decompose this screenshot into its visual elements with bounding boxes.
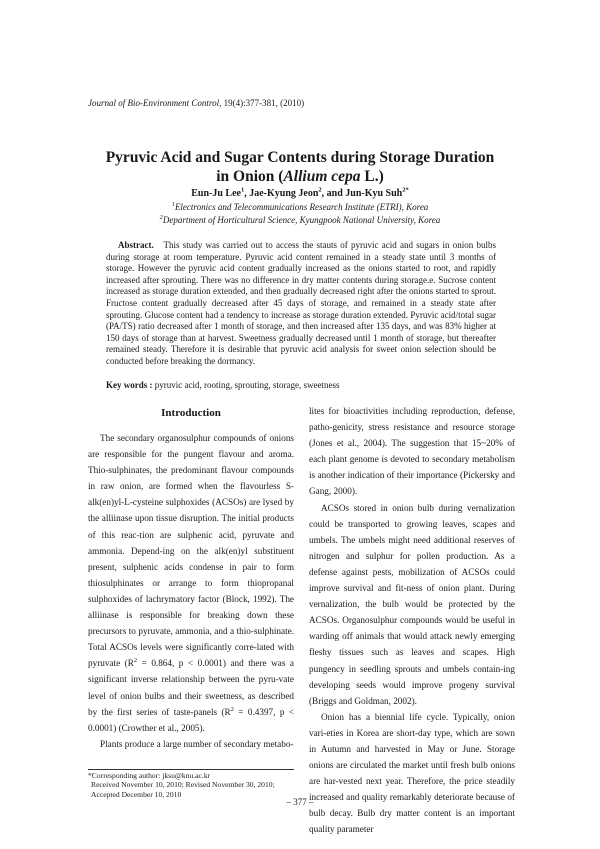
author-sep-1: ,: [244, 188, 250, 199]
author-2: Jae-Kyung Jeon: [249, 188, 319, 199]
paragraph-text: = 0.864, p < 0.0001) and there was a significant inverse relationship between the pyru-vate level of onion bulbs and their sweetness, as described by the first series of taste-panels (R: [88, 658, 294, 717]
affiliation-2-text: Department of Horticultural Science, Kyungpook National University, Korea: [162, 214, 441, 225]
abstract-text: This study was carried out to access the stauts of pyruvic acid and sugars in onion bulbs during storage at room temperature. Pyruvic acid content remained in a steady state until 3 months of storage. However the pyruvic acid content gradually increased as the onions started to root, and rapidly increased after sprouting. There was no difference in dry matter contents during storage.e. Sucrose content increased as storage duration extended, and then gradually decreased right after the onions started to sprout. Fructose content gradually decreased after 45 days of storage, and remained in a steady state after sprouting. Glucose content had a tendency to increase as storage duration extended. Pyruvic acid/total sugar (PA/TS) ratio decreased after 1 month of storage, and then increased after 135 days, and was 83% higher at 150 days of storage than at harvest. Sweetness gradually decreased until 1 month of storage, but thereafter remained steady. Therefore it is desirable that pyruvic acid analysis for sweet onion selection should be conducted before breaking the dormancy.: [106, 240, 497, 366]
title-line-1: Pyruvic Acid and Sugar Contents during Storage Duration: [105, 149, 495, 166]
footnote-corresponding: *Corresponding author: jksu@knu.ac.kr: [88, 771, 211, 780]
abstract-label: Abstract.: [118, 240, 154, 250]
right-column: [309, 403, 515, 838]
footnote-divider: [88, 769, 294, 770]
paragraph: Plants produce a large number of secondary metabo-: [100, 738, 294, 749]
journal-citation: , 19(4):377-381, (2010): [219, 98, 305, 108]
journal-header: [88, 98, 304, 108]
title-line-2: [60, 167, 540, 186]
paragraph: [88, 430, 294, 736]
paragraph-text: The secondary organosulphur compounds of onions are responsible for the pungent flavour and aroma. Thio-sulphinates, the predominant flavour compounds in raw onion, are formed when the flavourless S-alk(en)yl-L-cysteine sulphoxides (ACSOs) are lysed by the alliinase upon tissue disruption. The initial products of this reac-tion are sulphenic acid, pyruvate and ammonia. Depend-ing on the alk(en)yl substituent present, sulphenic acids condense in pair to form thiosulphinates or arrange to form thiopropanal sulphoxides of lachrymatory factor (Block, 1992). The alliinase is responsible for breaking down these precursors to pyruvate, ammonia, and a thio-sulphinate. Total ACSOs levels were significantly corre-lated with pyruvate (R: [88, 433, 294, 669]
affiliation-1: [60, 201, 540, 214]
paragraph: ACSOs stored in onion bulb during vernalization could be transported to growing leaves, scapes and umbels. The umbels might need additional reserves of nitrogen and sulphur for pollen production. As a defense against pests, mobilization of ACSOs could improve survival and fit-ness of onion plant. During vernalization, the bulb would be protected by the ACSOs. Organosulphur compounds would be useful in warding off animals that would attack newly emerging fleshy tissues such as leaves and scapes. High pungency in seedling sprouts and umbels contain-ing developing seeds would improve progeny survival (Briggs and Goldman, 2002).: [309, 502, 515, 706]
keywords: [106, 380, 506, 390]
affiliation-1-text: Electronics and Telecommunications Research Institute (ETRI), Korea: [174, 202, 429, 212]
superscript: 2: [133, 657, 138, 665]
paragraph: Onion has a biennial life cycle. Typically, onion vari-eties in Korea are short-day type, which are sown in Autumn and harvested in May or June. Storage onions are circulated the market until fresh bulb onions are har-vested next year. Therefore, the price steadily increased and quality remarkably deteriorate because of bulb decay. Bulb dry matter content is an important quality parameter: [309, 711, 515, 835]
author-3: Jun-Kyu Suh: [345, 188, 403, 199]
keywords-label: Key words :: [106, 380, 153, 390]
author-3-sup: 2*: [402, 186, 409, 194]
author-list: [60, 188, 540, 199]
paragraph: lites for bioactivities including reproduction, defense, patho-genicity, stress resistance and resource storage (Jones et al., 2004). The suggestion that 15~20% of each plant genome is devoted to secondary metabolism is another indication of their importance (Pickersky and Gang, 2000).: [309, 406, 515, 497]
author-2-sup: 2: [318, 186, 322, 194]
affiliations: [60, 201, 540, 226]
affiliation-2: [60, 214, 540, 227]
footnote-accepted: Accepted December 10, 2010: [91, 789, 182, 799]
paper-title: [60, 148, 540, 186]
superscript: 2: [230, 705, 234, 713]
affiliation-1-sup: 1: [171, 201, 175, 208]
footnote-received: Received November 10, 2010; Revised November 30, 2010;: [91, 780, 275, 790]
title-line-2-pre: in Onion (: [216, 168, 284, 185]
species-name: Allium cepa: [283, 168, 361, 185]
paragraph-text: = 0.4397, p < 0.0001) (Crowther et al., 2005).: [88, 706, 294, 733]
author-1-sup: 1: [240, 186, 245, 194]
title-line-2-post: L.): [360, 168, 384, 185]
author-1: Eun-Ju Lee: [191, 188, 241, 199]
affiliation-2-sup: 2: [159, 213, 163, 221]
author-sep-2: , and: [321, 188, 346, 199]
page-number: – 377 –: [286, 797, 314, 807]
left-column: [88, 430, 294, 752]
section-heading-introduction: Introduction: [161, 407, 221, 419]
keywords-text: pyruvic acid, rooting, sprouting, storage, sweetness: [152, 380, 340, 390]
footnote: [88, 771, 318, 799]
abstract: [106, 240, 496, 368]
journal-name: Journal of Bio-Environment Control: [88, 98, 220, 108]
